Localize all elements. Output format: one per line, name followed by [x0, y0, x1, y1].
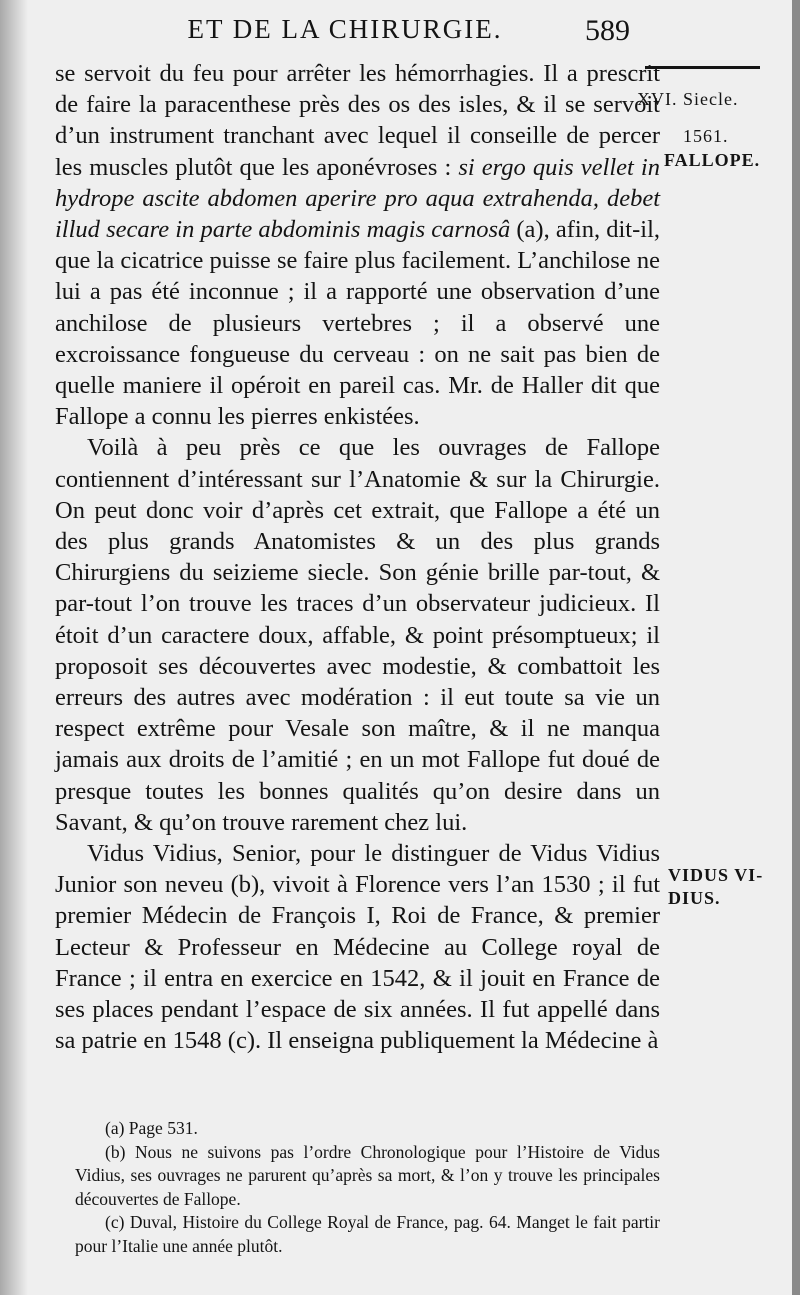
paragraph-fallope-summary: Voilà à peu près ce que les ouvrages de Fallope contiennent d’intéressant sur l’Anatomie & sur la Chirurgie. On peut donc voir d’après cet extrait, que Fallope a été un des plus grands Anatomistes & un des plus grands Chirurgiens du seizieme siecle. Son génie brille par-tout, & par-tout l’on trouve les traces d’un observateur judicieux. Il étoit d’un caractere doux, affable, & point présomptueux; il proposoit ses découvertes avec modestie, & combattoit les erreurs des autres avec modération : il eut toute sa vie un respect extrême pour Vesale son maître, & il ne manqua jamais aux droits de l’amitié ; en un mot Fallope fut doué de presque toutes les bonnes qualités qu’on desire dans un Savant, & qu’on trouve rarement chez lui. — [55, 434, 660, 836]
margin-note-vidus-1: VIDUS VI- — [668, 865, 764, 885]
running-title: ET DE LA CHIRURGIE. — [187, 14, 503, 44]
margin-note-vidus-2: DIUS. — [668, 888, 721, 908]
margin-note-fallope: FALLOPE. — [664, 150, 761, 170]
margin-note-century: XVI. Siecle. — [637, 89, 739, 109]
margin-note-year: 1561. — [683, 126, 729, 146]
p1-text-a: se servoit du feu pour arrêter les hémorrhagies. Il a prescrit de faire la paracenthese près des os des isles, & il se servoit d’un instrument tranchant avec lequel il conseille de percer les muscles plutôt que les aponévroses : — [55, 60, 660, 181]
footnote-c: (c) Duval, Histoire du College Royal de France, pag. 64. Manget le fait partir pour l’Italie une année plutôt. — [75, 1212, 660, 1256]
paragraph-vidus-vidius: Vidus Vidius, Senior, pour le distinguer de Vidus Vidius Junior son neveu (b), vivoit à Florence vers l’an 1530 ; il fut premier Médecin de François I, Roi de France, & premier Lecteur & Professeur en Médecine au College royal de France ; il entra en exercice en 1542, & il jouit en France de ses places pendant l’espace de six années. Il fut appellé dans sa patrie en 1548 (c). Il enseigna publiquement la Médecine à — [55, 840, 660, 1055]
footnotes — [75, 1117, 660, 1258]
footnote-a: (a) Page 531. — [105, 1118, 198, 1138]
paragraph-fallope-continued — [55, 58, 660, 432]
p1-latin-quote: si ergo quis vellet in hydrope ascite abdomen aperire pro aqua extrahenda, debet illud secare in parte abdominis magis carnosâ — [55, 153, 660, 244]
main-text — [55, 58, 660, 1057]
page-number: 589 — [585, 14, 630, 47]
p1-text-b: (a), afin, dit-il, que la cicatrice puisse se faire plus facilement. L’anchilose ne lui a pas été inconnue ; il a rapporté une observation d’une anchilose de plusieurs vertebres ; il a observé une excroissance fongueuse du cerveau : on ne sait pas bien de quelle maniere il opéroit en pareil cas. Mr. de Haller dit que Fallope a connu les pierres enkistées. — [55, 216, 660, 431]
footnote-b: (b) Nous ne suivons pas l’ordre Chronologique pour l’Histoire de Vidus Vidius, ses ouvrages ne parurent qu’après sa mort, & l’on y trouve les principales découvertes de Fallope. — [75, 1141, 660, 1209]
margin-rule — [645, 66, 760, 69]
